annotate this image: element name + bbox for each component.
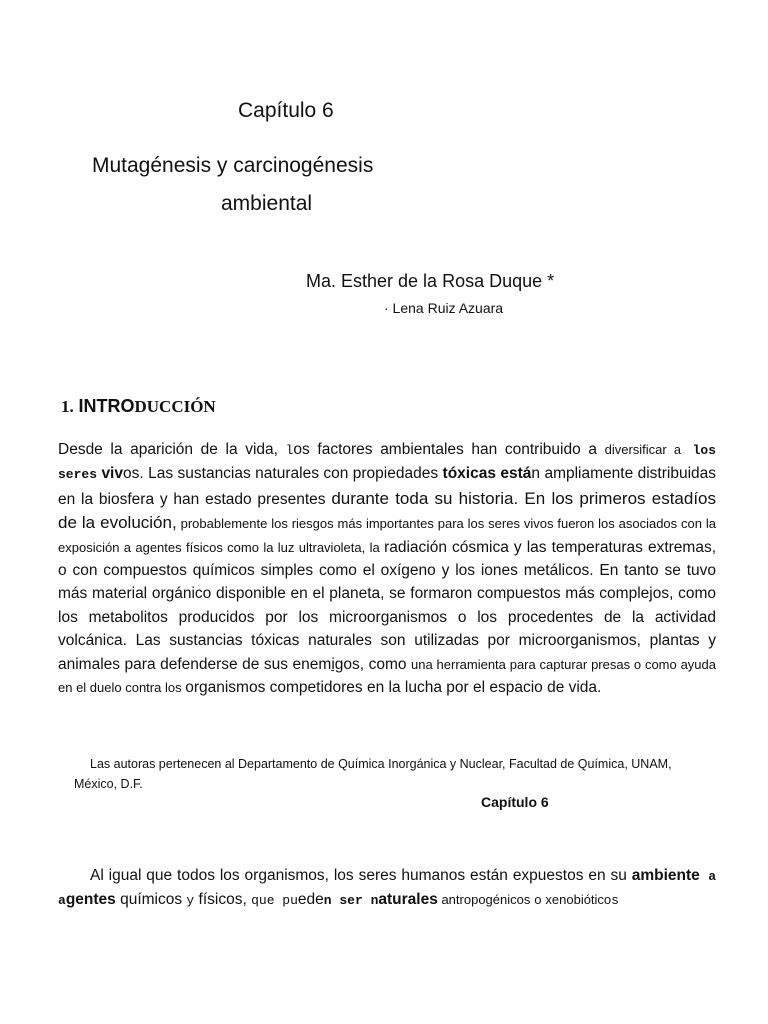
text-run: que pu — [251, 893, 298, 909]
text-run: ig — [331, 655, 344, 673]
text-run: ambiente — [631, 867, 700, 884]
footnote-text: Las autoras pertenecen al Departamento de Química Inorgánica y Nuclear, Facultad de Química, UNAM, México, D.F. — [74, 757, 672, 791]
primary-author: Ma. Esther de la Rosa Duque * — [306, 271, 555, 291]
text-run: químicos — [115, 891, 187, 909]
text-run: os factores ambientales han contribuido a — [293, 441, 605, 458]
text-run: durante toda su historia. En los primeros estadíos de la evolución, — [58, 488, 717, 533]
text-run: organismos competidores en la lucha por el espacio de vida. — [185, 679, 602, 697]
text-run: os. Las sustancias naturales con propiedades — [123, 465, 443, 483]
text-run: Desde la aparición de la vida, — [58, 441, 286, 458]
footnote — [74, 754, 704, 794]
secondary-author: · Lena Ruiz Azuara — [384, 300, 504, 316]
chapter-title-line-1: Mutagénesis y carcinogénesis — [92, 154, 374, 177]
text-run: ede — [297, 891, 324, 909]
text-run: viv — [97, 465, 123, 483]
text-run: Al igual que todos los organismos, los seres humanos están expuestos en su — [90, 867, 632, 884]
chapter-title-line-2: ambiental — [221, 192, 313, 215]
text-run: n ampliamente distribuidas en la biosfera y han estado presentes — [58, 465, 717, 508]
section-title-part-1: INTRO — [78, 396, 135, 416]
text-run: os, como — [343, 655, 412, 673]
introduction-paragraph — [58, 438, 716, 699]
text-run: aturales — [378, 891, 438, 909]
text-run: diversificar — [604, 442, 674, 457]
text-run: s — [611, 893, 619, 909]
text-run: y — [186, 893, 195, 909]
text-run: a — [699, 869, 716, 884]
text-run: físicos, — [194, 891, 252, 909]
text-run: o — [533, 893, 542, 909]
text-run: xenobiótico — [541, 892, 612, 908]
second-paragraph — [58, 864, 716, 913]
text-run: a — [58, 893, 66, 909]
text-run: los seres — [58, 443, 717, 483]
text-run: gentes — [65, 891, 116, 909]
chapter-number: Capítulo 6 — [238, 99, 334, 122]
text-run: tóxicas está — [442, 465, 532, 483]
section-title-part-2: DUCCIÓN — [134, 397, 216, 416]
text-run: a — [673, 443, 693, 458]
text-run: n ser n — [323, 893, 379, 909]
text-run: una herramienta para capturar presas o como ayuda en el duelo contra los — [58, 656, 716, 696]
text-run: l — [285, 443, 294, 458]
section-number: 1. — [61, 397, 74, 416]
text-run: antropogénicos — [437, 892, 534, 908]
running-head: Capítulo 6 — [481, 794, 549, 810]
text-run: probablemente los riesgos más importantes para los seres vivos fueron los asociados con la exposición a agentes físicos como la luz ultravioleta, la — [58, 516, 717, 555]
text-run: radiación cósmica y las temperaturas extremas, o con compuestos químicos simples como el oxígeno y los iones metálicos. En tanto se tuvo más material orgánico disponible en el planeta, se formaron compuestos más complejos, como los metabolitos producidos por los microorganismos o los procedentes de la actividad volcánica. Las sustancias tóxicas naturales son utilizadas por microorganismos, plantas y animales para defenderse de sus enem — [58, 538, 716, 673]
section-heading — [61, 396, 216, 417]
